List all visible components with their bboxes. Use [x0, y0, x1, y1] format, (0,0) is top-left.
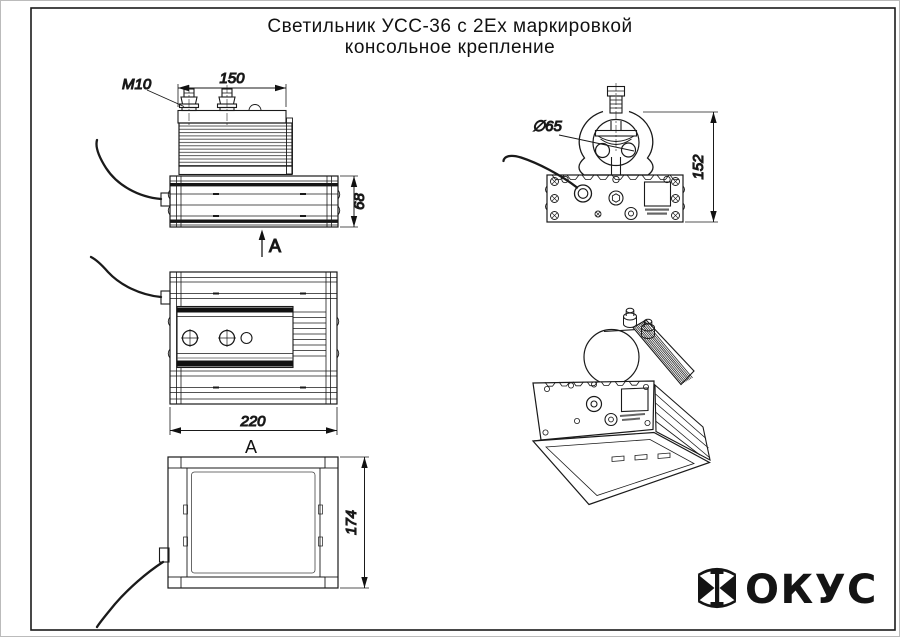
- dim-68-label: 68: [351, 193, 368, 210]
- title-line-1: Светильник УСС-36 с 2Ех маркировкой: [267, 16, 633, 37]
- title-line-2: консольное крепление: [344, 37, 556, 58]
- logo-letters: ОКУС: [745, 567, 878, 613]
- view-arrow-a-label: A: [269, 236, 282, 256]
- dim-220-label: 220: [240, 413, 266, 430]
- dim-65-label: ∅65: [532, 118, 562, 135]
- paper-edge: [1, 1, 900, 637]
- dim-150-label: 150: [219, 70, 245, 87]
- fine-print: [647, 213, 667, 215]
- dim-152-label: 152: [690, 154, 707, 180]
- heatsink-fins: [179, 123, 292, 166]
- mounting-plate: [177, 307, 293, 368]
- view-a-label: A: [244, 437, 258, 457]
- fine-print: [645, 209, 669, 211]
- dim-174-label: 174: [343, 509, 360, 536]
- dim-m10-label: M10: [122, 76, 152, 93]
